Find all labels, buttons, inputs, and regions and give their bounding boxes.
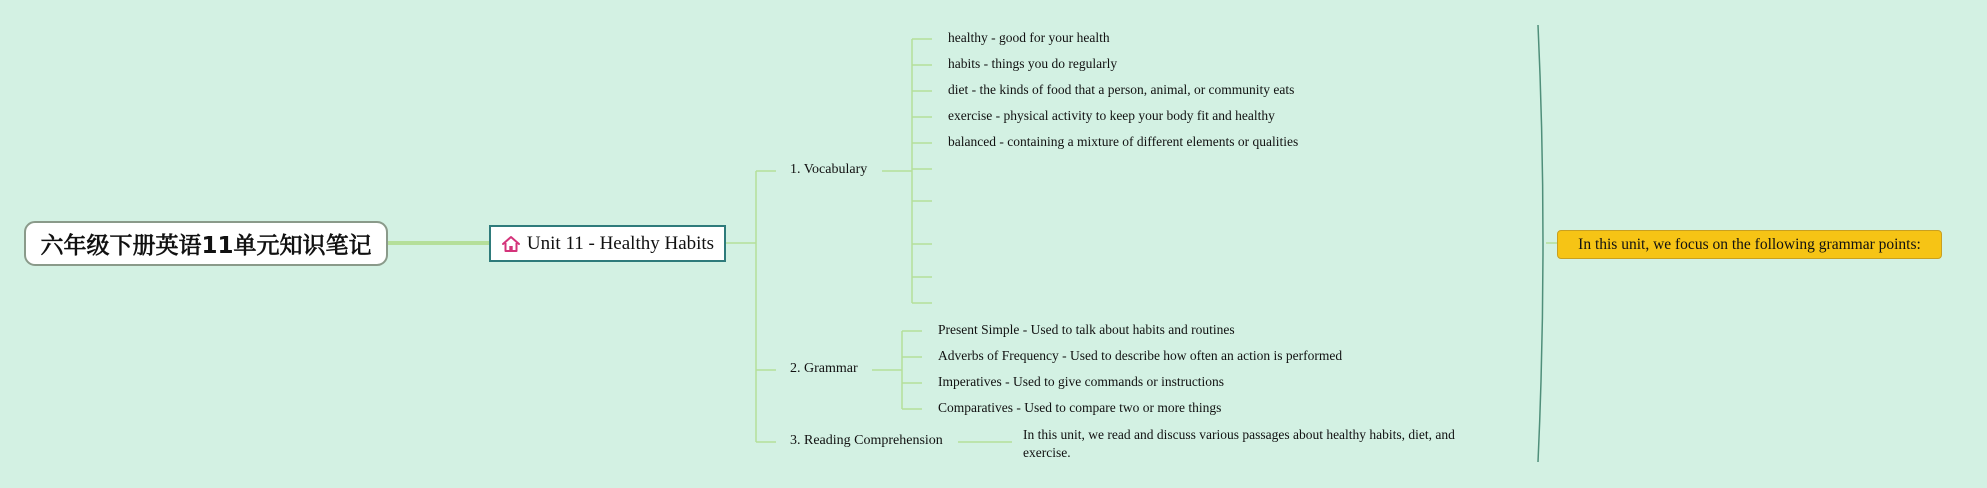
branch-vocabulary[interactable]: 1. Vocabulary bbox=[790, 162, 868, 177]
grammar-item-adverbs-of-frequency[interactable]: Adverbs of Frequency - Used to describe how often an action is performed bbox=[938, 348, 1343, 363]
vocab-item-exercise[interactable]: exercise - physical activity to keep your body fit and healthy bbox=[948, 108, 1275, 123]
grammar-item-imperatives[interactable]: Imperatives - Used to give commands or instructions bbox=[938, 374, 1225, 389]
vocab-item-balanced[interactable]: balanced - containing a mixture of different elements or qualities bbox=[948, 134, 1299, 149]
summary-brace bbox=[1538, 25, 1543, 462]
vocab-item-diet[interactable]: diet - the kinds of food that a person, animal, or community eats bbox=[948, 82, 1295, 97]
unit-node[interactable] bbox=[489, 225, 726, 262]
branch-reading-comprehension[interactable]: 3. Reading Comprehension bbox=[790, 433, 943, 448]
vocab-item-healthy[interactable]: healthy - good for your health bbox=[948, 30, 1110, 45]
root-node-title[interactable]: 六年级下册英语11单元知识笔记 bbox=[24, 221, 388, 266]
vocab-item-habits[interactable]: habits - things you do regularly bbox=[948, 56, 1118, 71]
unit-title: Unit 11 - Healthy Habits bbox=[526, 232, 715, 254]
grammar-item-comparatives[interactable]: Comparatives - Used to compare two or more things bbox=[938, 400, 1222, 415]
reading-item-summary[interactable]: In this unit, we read and discuss various passages about healthy habits, diet, and exercise. bbox=[1023, 427, 1455, 460]
grammar-item-present-simple[interactable]: Present Simple - Used to talk about habits and routines bbox=[938, 322, 1235, 337]
branch-grammar[interactable]: 2. Grammar bbox=[790, 361, 858, 376]
home-icon bbox=[501, 234, 521, 254]
summary-node[interactable]: In this unit, we focus on the following grammar points: bbox=[1557, 230, 1942, 259]
